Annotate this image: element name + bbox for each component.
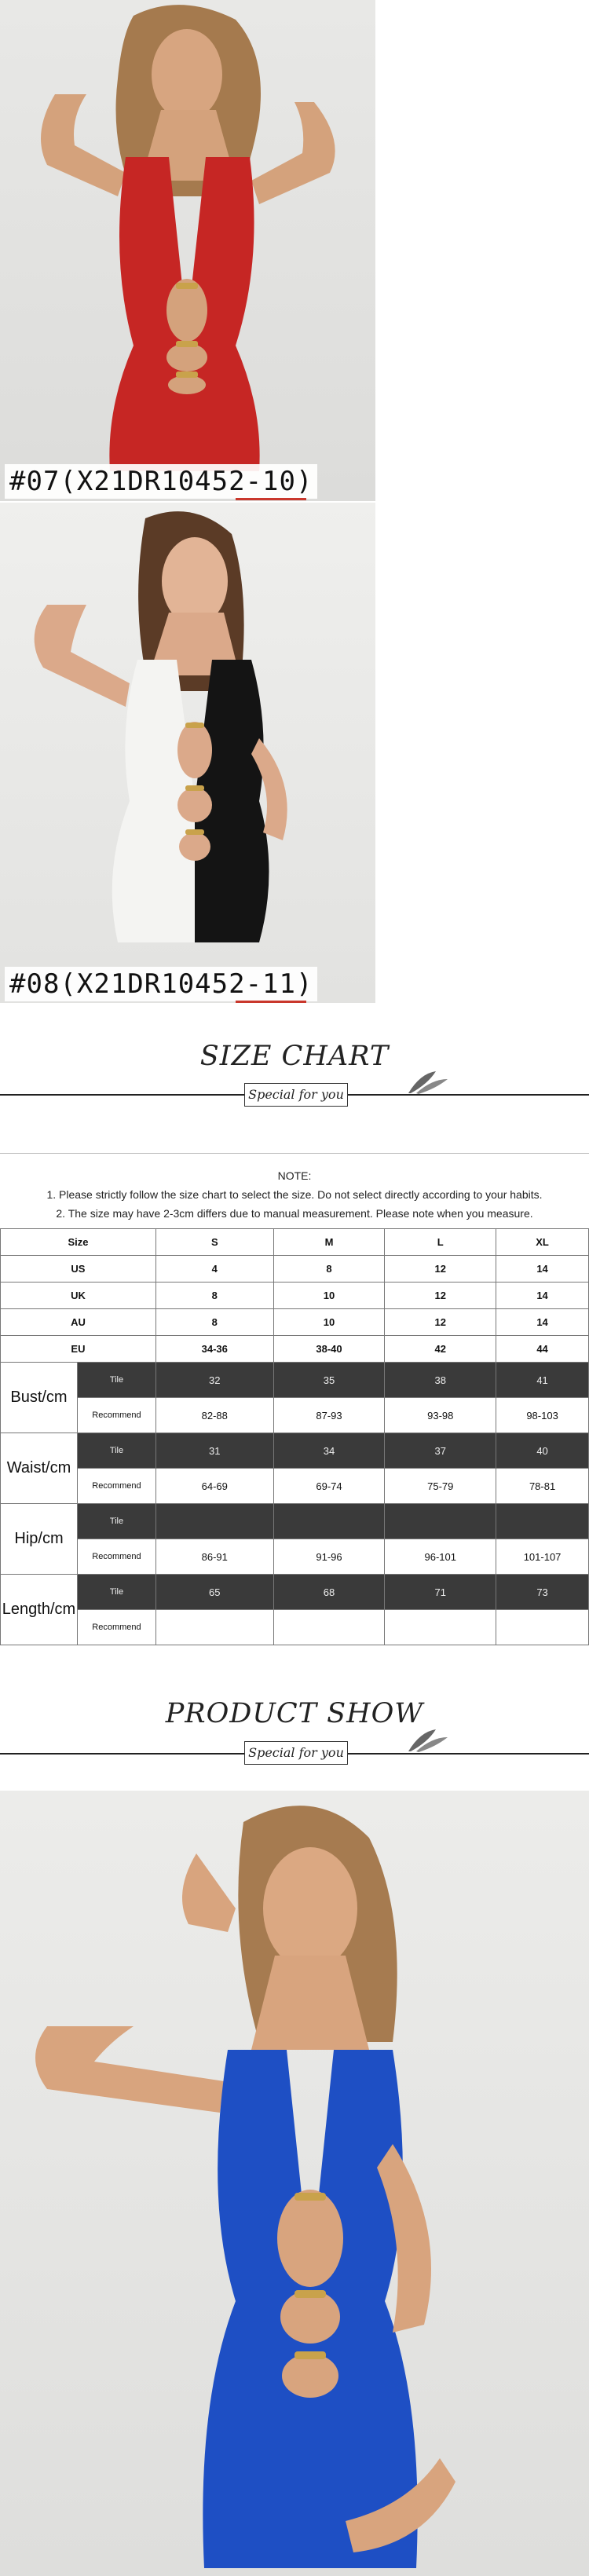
size-chart-subtitle: Special for you [244,1083,348,1107]
size-header-row [1,1229,589,1256]
region-value: 14 [496,1283,589,1309]
model-figure-07 [0,0,375,501]
measure-recommend-row [1,1398,589,1433]
region-label: EU [1,1336,156,1363]
region-value: 8 [155,1309,273,1336]
tile-value [273,1504,385,1539]
tile-value [155,1504,273,1539]
note-line-1: 1. Please strictly follow the size chart to select the size. Do not select directly according to your habits. [46,1188,543,1201]
region-value: 14 [496,1256,589,1283]
region-row [1,1256,589,1283]
tile-label: Tile [77,1504,155,1539]
tile-value: 35 [273,1363,385,1398]
recommend-value: 101-107 [496,1539,589,1575]
recommend-label: Recommend [77,1469,155,1504]
measure-tile-row [1,1575,589,1610]
measure-label: Waist/cm [1,1433,78,1504]
region-label: AU [1,1309,156,1336]
recommend-value: 75-79 [385,1469,496,1504]
tile-value [496,1504,589,1539]
recommend-value: 64-69 [155,1469,273,1504]
notes-block [0,1166,589,1223]
tile-label: Tile [77,1433,155,1469]
leaf-icon [404,1728,452,1755]
tile-value: 71 [385,1575,496,1610]
measure-label: Hip/cm [1,1504,78,1575]
region-value: 12 [385,1256,496,1283]
note-heading: NOTE: [277,1169,312,1182]
region-value: 12 [385,1283,496,1309]
tile-value: 37 [385,1433,496,1469]
region-value: 42 [385,1336,496,1363]
region-value: 34-36 [155,1336,273,1363]
leaf-icon [404,1070,452,1096]
notes-top-rule [0,1153,589,1154]
tile-value: 34 [273,1433,385,1469]
measure-label: Bust/cm [1,1363,78,1433]
tile-value: 68 [273,1575,385,1610]
recommend-value: 78-81 [496,1469,589,1504]
product-show-subtitle: Special for you [244,1741,348,1765]
model-figure-08 [0,503,375,1003]
measure-tile-row [1,1363,589,1398]
tile-value: 40 [496,1433,589,1469]
recommend-value: 93-98 [385,1398,496,1433]
product-show-photo [0,1791,589,2576]
size-chart-title: SIZE CHART [199,1041,390,1072]
recommend-value: 82-88 [155,1398,273,1433]
recommend-label: Recommend [77,1398,155,1433]
recommend-value: 91-96 [273,1539,385,1575]
tile-value: 65 [155,1575,273,1610]
tile-value: 73 [496,1575,589,1610]
region-value: 12 [385,1309,496,1336]
product-caption-08: #08(X21DR10452-11) [5,967,317,1001]
recommend-label: Recommend [77,1610,155,1645]
region-label: US [1,1256,156,1283]
region-row [1,1283,589,1309]
recommend-value: 96-101 [385,1539,496,1575]
recommend-value [155,1610,273,1645]
tile-label: Tile [77,1363,155,1398]
measure-recommend-row [1,1610,589,1645]
tile-value: 41 [496,1363,589,1398]
recommend-value [385,1610,496,1645]
region-value: 8 [273,1256,385,1283]
measure-recommend-row [1,1539,589,1575]
size-table [0,1228,589,1645]
region-value: 10 [273,1283,385,1309]
region-row [1,1336,589,1363]
recommend-value: 69-74 [273,1469,385,1504]
measure-recommend-row [1,1469,589,1504]
tile-value: 31 [155,1433,273,1469]
measure-label: Length/cm [1,1575,78,1645]
size-header-cell: Size [1,1229,156,1256]
tile-label: Tile [77,1575,155,1610]
region-value: 14 [496,1309,589,1336]
product-photo-07 [0,0,375,501]
region-value: 10 [273,1309,385,1336]
region-value: 4 [155,1256,273,1283]
measure-tile-row [1,1433,589,1469]
size-header-cell: S [155,1229,273,1256]
tile-value: 38 [385,1363,496,1398]
recommend-value: 98-103 [496,1398,589,1433]
region-value: 38-40 [273,1336,385,1363]
tile-value: 32 [155,1363,273,1398]
note-line-2: 2. The size may have 2-3cm differs due to manual measurement. Please note when you measure. [56,1207,533,1220]
recommend-value: 87-93 [273,1398,385,1433]
recommend-label: Recommend [77,1539,155,1575]
product-photo-08 [0,503,375,1003]
product-caption-07: #07(X21DR10452-10) [5,464,317,499]
recommend-value [496,1610,589,1645]
size-header-cell: M [273,1229,385,1256]
measure-tile-row [1,1504,589,1539]
size-header-cell: XL [496,1229,589,1256]
caption-underline-07 [236,498,306,500]
tile-value [385,1504,496,1539]
region-row [1,1309,589,1336]
model-figure-blue [0,1791,589,2576]
product-show-title: PRODUCT SHOW [165,1698,424,1729]
region-label: UK [1,1283,156,1309]
region-value: 8 [155,1283,273,1309]
region-value: 44 [496,1336,589,1363]
recommend-value [273,1610,385,1645]
size-header-cell: L [385,1229,496,1256]
recommend-value: 86-91 [155,1539,273,1575]
caption-underline-08 [236,1001,306,1003]
